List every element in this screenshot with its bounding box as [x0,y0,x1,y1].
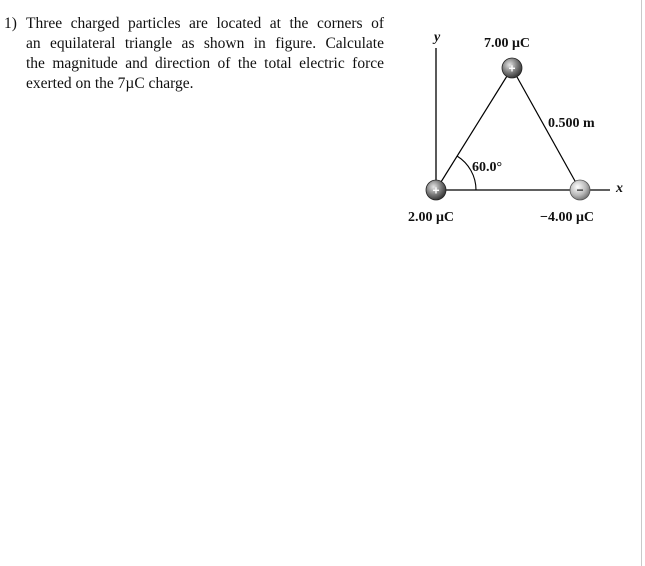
right-charge-label: −4.00 μC [540,210,595,225]
left-charge-sign: + [432,183,440,198]
angle-label: 60.0° [472,160,503,175]
x-axis-label: x [616,181,623,196]
left-charge-label: 2.00 μC [408,210,455,225]
right-charge-sign: − [576,183,584,197]
side-length-label: 0.500 m [548,116,595,131]
charge-triangle-figure [380,18,630,238]
top-charge-sign: + [508,61,516,76]
page-edge-rule [641,0,642,566]
problem-statement [4,14,384,94]
top-positive-charge [502,58,522,78]
problem-line-1: Three charged particles are located at the corners of [26,15,384,32]
right-negative-charge [570,180,590,200]
problem-number: 1) [4,15,17,32]
problem-line-3: the magnitude and direction of the total electric force [26,55,384,72]
problem-line-4: exerted on the 7µC charge. [26,75,194,92]
problem-line-2: an equilateral triangle as shown in figure. Calculate [26,35,384,52]
top-charge-label: 7.00 μC [484,36,531,51]
left-positive-charge [426,180,446,200]
y-axis-label: y [434,30,441,45]
